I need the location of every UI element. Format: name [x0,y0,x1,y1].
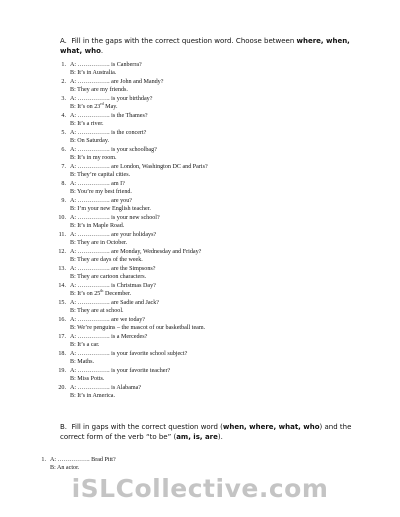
question-text: A: ……………. is a Mercedes? [70,334,148,340]
question-text: A: ……………. is the concert? [70,130,147,136]
question-text: A: ……………. is your schoolbag? [70,147,157,153]
question-line [38,95,358,103]
question-text: A: ……………. are your holidays? [70,232,157,238]
question-text: A: ……………. Brad Pitt? [50,457,116,463]
question-line [38,163,358,171]
item-number: 4. [61,113,66,119]
question-line [38,146,358,154]
exercise-item [38,112,358,128]
answer-line [38,188,358,196]
answer-text: B: An actor. [50,465,80,472]
exercise-item [38,316,358,332]
exercise-item [38,214,358,230]
answer-line [38,69,358,77]
answer-text: B: On Saturday. [70,138,110,145]
question-line [38,316,358,324]
item-number: 10. [58,215,66,221]
answer-line [38,222,358,230]
answer-line [18,464,338,472]
answer-line [38,392,358,400]
answer-line [38,120,358,128]
answer-line [38,290,358,298]
question-line [38,282,358,290]
question-text: A: ……………. is Christmas Day? [70,283,156,289]
question-line [38,129,358,137]
exercise-item [38,129,358,145]
question-line [38,78,358,86]
item-number: 6. [61,147,66,153]
answer-text: B: It’s a river. [70,121,104,128]
answer-text: B: It’s in my room. [70,155,117,162]
exercise-item [38,367,358,383]
exercise-item [38,146,358,162]
answer-line [38,171,358,179]
answer-line [38,86,358,94]
answer-text: B: It’s on 23 [70,104,101,111]
answer-text: B: They are cartoon characters. [70,274,147,281]
item-number: 7. [61,164,66,170]
question-line [38,299,358,307]
question-line [38,248,358,256]
ordinal-suffix: rd [100,101,104,107]
item-number: 9. [61,198,66,204]
question-line [38,214,358,222]
item-number: 3. [61,96,66,102]
answer-text: B: They are in October. [70,240,128,247]
item-number: 15. [58,300,66,306]
exercise-item [38,180,358,196]
exercise-item [38,265,358,281]
question-text: A: ……………. is your favorite school subject? [70,351,188,357]
exercise-item [38,197,358,213]
answer-text: B: They are at school. [70,308,124,315]
question-text: A: ……………. are Monday, Wednesday and Friday? [70,249,202,255]
answer-line [38,358,358,366]
item-number: 20. [58,385,66,391]
item-number: 5. [61,130,66,136]
question-line [38,112,358,120]
question-text: A: ……………. are John and Mandy? [70,79,164,85]
answer-text: B: Miss Potts. [70,376,105,383]
answer-line [38,307,358,315]
question-line [38,333,358,341]
question-text: A: ……………. are we today? [70,317,145,323]
question-text: A: ……………. are the Simpsons? [70,266,156,272]
question-line [38,384,358,392]
item-number: 19. [58,368,66,374]
answer-text: B: I’m your new English teacher. [70,206,151,213]
item-number: 2. [61,79,66,85]
exercise-item [38,282,358,298]
question-line [18,456,338,464]
answer-text: B: We’re penguins – the mascot of our basketball team. [70,325,206,332]
item-number: 1. [41,457,46,463]
exercise-item [38,299,358,315]
exercise-item [38,95,358,111]
item-number: 17. [58,334,66,340]
question-line [38,61,358,69]
question-text: A: ……………. is your favorite teacher? [70,368,171,374]
exercise-item [38,231,358,247]
section-a-instruction: A. Fill in the gaps with the correct question word. Choose between where, when, what, who. [60,37,350,55]
answer-text: B: It’s in Maple Road. [70,223,125,230]
answer-text-end: December. [103,291,132,298]
question-line [38,231,358,239]
exercise-item [38,61,358,77]
item-number: 8. [61,181,66,187]
answer-line [38,205,358,213]
answer-line [38,239,358,247]
answer-text: B: They are my friends. [70,87,128,94]
question-text: A: ……………. is your birthday? [70,96,153,102]
answer-line [38,273,358,281]
ordinal-suffix: th [100,288,104,294]
answer-line [38,256,358,264]
question-text: A: ……………. am I? [70,181,125,187]
question-text: A: ……………. are you? [70,198,132,204]
answer-line [38,103,358,111]
exercise-item [38,350,358,366]
question-text: A: ……………. is the Thames? [70,113,148,119]
exercise-item [38,248,358,264]
answer-text: B: It’s in America. [70,393,116,400]
question-line [38,265,358,273]
answer-text: B: It’s on 25 [70,291,101,298]
exercise-item [38,333,358,349]
answer-text: B: Maths. [70,359,95,366]
question-line [38,367,358,375]
item-number: 12. [58,249,66,255]
item-number: 14. [58,283,66,289]
exercise-item [38,384,358,400]
item-number: 1. [61,62,66,68]
item-number: 16. [58,317,66,323]
item-number: 13. [58,266,66,272]
answer-line [38,324,358,332]
question-line [38,180,358,188]
question-text: A: ……………. are Sadie and Jack? [70,300,160,306]
question-text: A: ……………. is your new school? [70,215,160,221]
exercise-item [18,456,338,472]
answer-text: B: It’s a car. [70,342,100,349]
answer-line [38,375,358,383]
question-line [38,350,358,358]
exercise-item [38,78,358,94]
answer-text: B: They are days of the week. [70,257,143,264]
section-b-instruction: B. Fill in gaps with the correct question word (when, where, what, who) and the correct form of the verb “to be” (am, is, are). [60,423,352,441]
question-text: A: ……………. is Canberra? [70,62,142,68]
answer-line [38,154,358,162]
answer-line [38,137,358,145]
question-text: A: ……………. is Alabama? [70,385,142,391]
question-line [38,197,358,205]
answer-text: B: They’re capital cities. [70,172,131,179]
watermark: iSLCollective.com [71,474,329,503]
answer-text: B: You’re my best friend. [70,189,132,196]
answer-line [38,341,358,349]
answer-text: B: It’s in Australia. [70,70,117,77]
question-text: A: ……………. are London, Washington DC and Paris? [70,164,208,170]
item-number: 11. [58,232,66,238]
exercise-item [38,163,358,179]
answer-text-end: May. [103,104,118,111]
item-number: 18. [58,351,66,357]
